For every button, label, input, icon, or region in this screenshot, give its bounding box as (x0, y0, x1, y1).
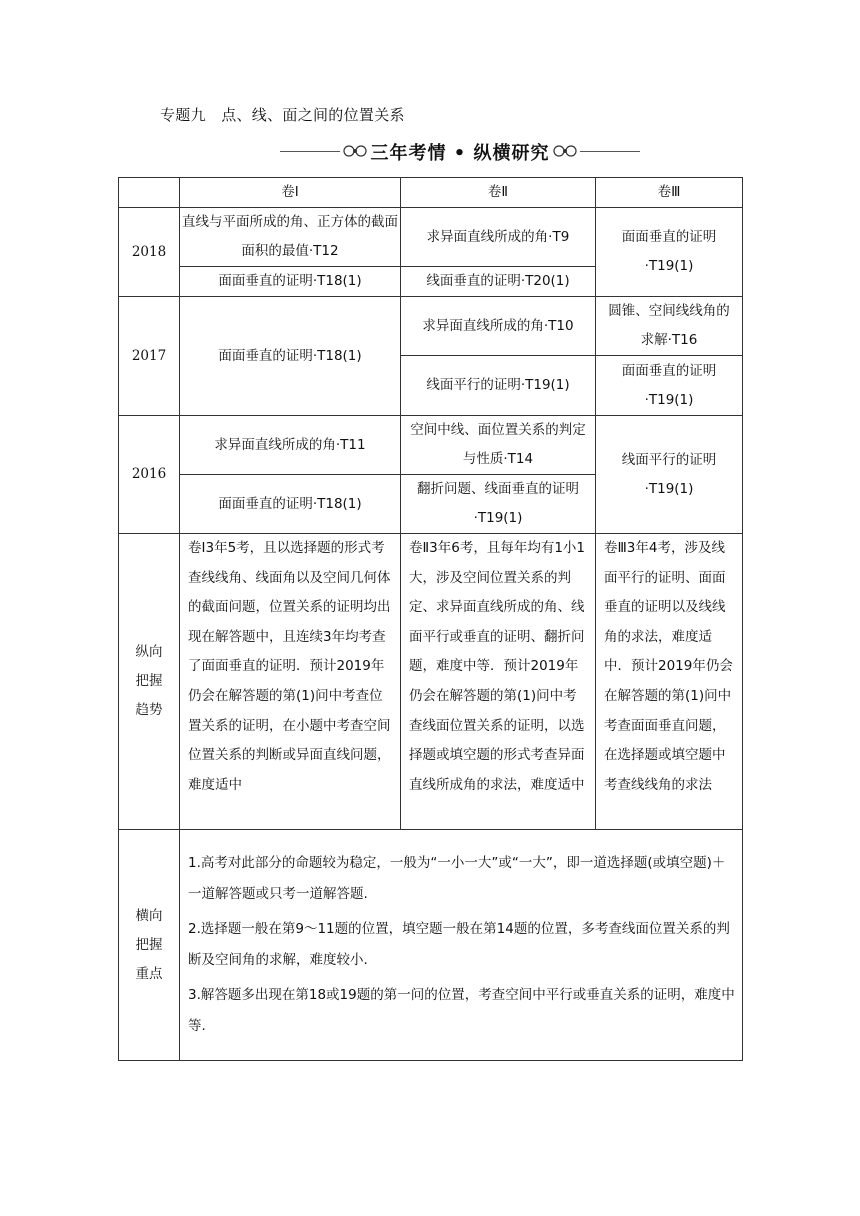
banner-ornament-right-icon (552, 143, 578, 159)
focus-point-1: 1.高考对此部分的命题较为稳定，一般为“一小一大”或“一大”，即一道选择题(或填空题)＋一道解答题或只考一道解答题. (188, 855, 726, 902)
table-row (119, 297, 743, 356)
topic-title: 专题九 点、线、面之间的位置关系 (160, 106, 405, 124)
trend-label: 纵向把握趋势 (119, 534, 180, 830)
table-cell: 面面垂直的证明·T18(1) (180, 297, 401, 416)
table-cell: 直线与平面所成的角、正方体的截面面积的最值·T12 (180, 208, 401, 267)
banner-title: 三年考情 • 纵横研究 (370, 143, 550, 164)
table-cell: 线面平行的证明·T19(1) (401, 356, 596, 416)
year-cell: 2017 (119, 297, 180, 416)
table-cell: 求异面直线所成的角·T10 (401, 297, 596, 356)
column-header-1: 卷Ⅰ (180, 178, 401, 208)
year-cell: 2016 (119, 416, 180, 534)
table-cell: 面面垂直的证明·T19(1) (596, 208, 743, 297)
table-cell: 空间中线、面位置关系的判定与性质·T14 (401, 416, 596, 475)
focus-row (119, 830, 743, 1061)
banner-ornament-left-icon (342, 143, 368, 159)
table-cell: 线面垂直的证明·T20(1) (401, 267, 596, 297)
table-cell: 面面垂直的证明·T18(1) (180, 267, 401, 297)
column-header-3: 卷Ⅲ (596, 178, 743, 208)
table-row (119, 208, 743, 267)
table-row (119, 416, 743, 475)
exam-analysis-table (118, 177, 743, 1061)
corner-cell (119, 178, 180, 208)
year-cell: 2018 (119, 208, 180, 297)
banner-rule-right (580, 151, 640, 152)
trend-cell-1: 卷Ⅰ3年5考，且以选择题的形式考查线线角、线面角以及空间几何体的截面问题，位置关系的证明均出现在解答题中，且连续3年均考查了面面垂直的证明．预计2019年仍会在解答题的第(1)问中考查位置关系的证明，在小题中考查空间位置关系的判断或异面直线问题，难度适中 (180, 534, 401, 830)
focus-cell (180, 830, 743, 1061)
table-cell: 线面平行的证明·T19(1) (596, 416, 743, 534)
table-cell: 翻折问题、线面垂直的证明·T19(1) (401, 475, 596, 534)
column-header-2: 卷Ⅱ (401, 178, 596, 208)
trend-cell-3: 卷Ⅲ3年4考，涉及线面平行的证明、面面垂直的证明以及线线角的求法，难度适中．预计2019年仍会在解答题的第(1)问中考查面面垂直问题，在选择题或填空题中考查线线角的求法 (596, 534, 743, 830)
table-cell: 面面垂直的证明·T19(1) (596, 356, 743, 416)
trend-cell-2: 卷Ⅱ3年6考，且每年均有1小1大，涉及空间位置关系的判定、求异面直线所成的角、线面平行或垂直的证明、翻折问题，难度中等．预计2019年仍会在解答题的第(1)问中考查线面位置关系的证明，以选择题或填空题的形式考查异面直线所成角的求法，难度适中 (401, 534, 596, 830)
table-cell: 圆锥、空间线线角的求解·T16 (596, 297, 743, 356)
table-cell: 面面垂直的证明·T18(1) (180, 475, 401, 534)
header-row (119, 178, 743, 208)
focus-label: 横向把握重点 (119, 830, 180, 1061)
section-banner (280, 139, 640, 165)
table-cell: 求异面直线所成的角·T11 (180, 416, 401, 475)
focus-point-3: 3.解答题多出现在第18或19题的第一问的位置，考查空间中平行或垂直关系的证明，难度中等. (188, 987, 735, 1034)
table-cell: 求异面直线所成的角·T9 (401, 208, 596, 267)
trend-row (119, 534, 743, 830)
banner-rule-left (280, 151, 340, 152)
focus-point-2: 2.选择题一般在第9～11题的位置，填空题一般在第14题的位置，多考查线面位置关系的判断及空间角的求解，难度较小. (188, 921, 730, 968)
